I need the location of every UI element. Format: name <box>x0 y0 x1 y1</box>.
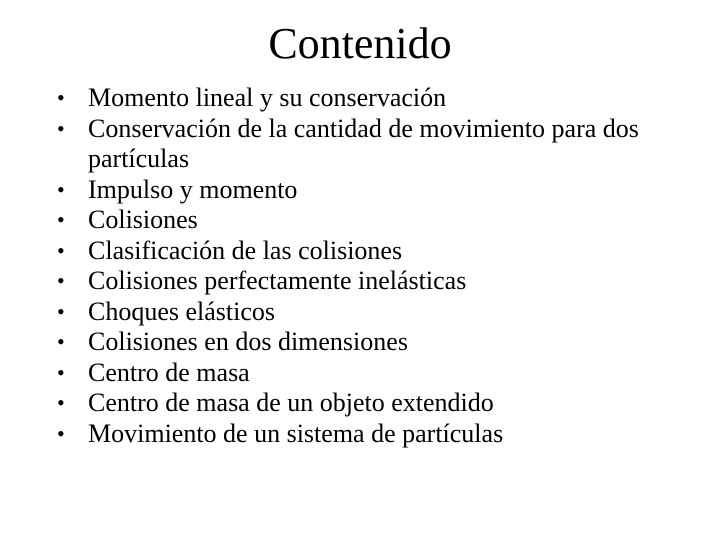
bullet-icon: • <box>57 115 65 141</box>
bullet-text: Colisiones <box>88 205 198 234</box>
bullet-icon: • <box>57 176 65 202</box>
bullet-text: Colisiones en dos dimensiones <box>88 327 408 356</box>
bullet-icon: • <box>57 298 65 324</box>
bullet-item <box>55 297 675 328</box>
bullet-icon: • <box>57 85 65 110</box>
bullet-text: Centro de masa de un objeto extendido <box>88 388 494 417</box>
bullet-text: Centro de masa <box>88 357 250 387</box>
slide-title: Contenido <box>268 19 452 68</box>
bullet-item <box>55 327 675 358</box>
bullet-item <box>55 236 675 267</box>
bullet-text: Clasificación de las colisiones <box>88 235 403 265</box>
bullet-item <box>55 114 675 175</box>
bullet-item <box>55 83 675 114</box>
bullet-list <box>55 83 675 449</box>
bullet-icon: • <box>57 359 65 385</box>
bullet-text: Impulso y momento <box>88 174 298 204</box>
bullet-item <box>55 266 675 297</box>
bullet-icon: • <box>57 268 65 293</box>
bullet-icon: • <box>57 390 65 415</box>
bullet-text: Colisiones perfectamente inelásticas <box>88 266 467 295</box>
bullet-item <box>55 388 675 419</box>
bullet-item <box>55 175 675 206</box>
bullet-icon: • <box>57 237 65 263</box>
bullet-item <box>55 358 675 389</box>
bullet-item <box>55 419 675 450</box>
bullet-item <box>55 205 675 236</box>
bullet-text: Momento lineal y su conservación <box>88 83 447 112</box>
bullet-icon: • <box>57 207 65 232</box>
bullet-icon: • <box>57 420 65 446</box>
bullet-text: Movimiento de un sistema de partículas <box>88 418 504 448</box>
bullet-text: Choques elásticos <box>88 296 276 326</box>
bullet-icon: • <box>57 329 65 354</box>
bullet-text: Conservación de la cantidad de movimiento para dos partículas <box>88 113 639 173</box>
